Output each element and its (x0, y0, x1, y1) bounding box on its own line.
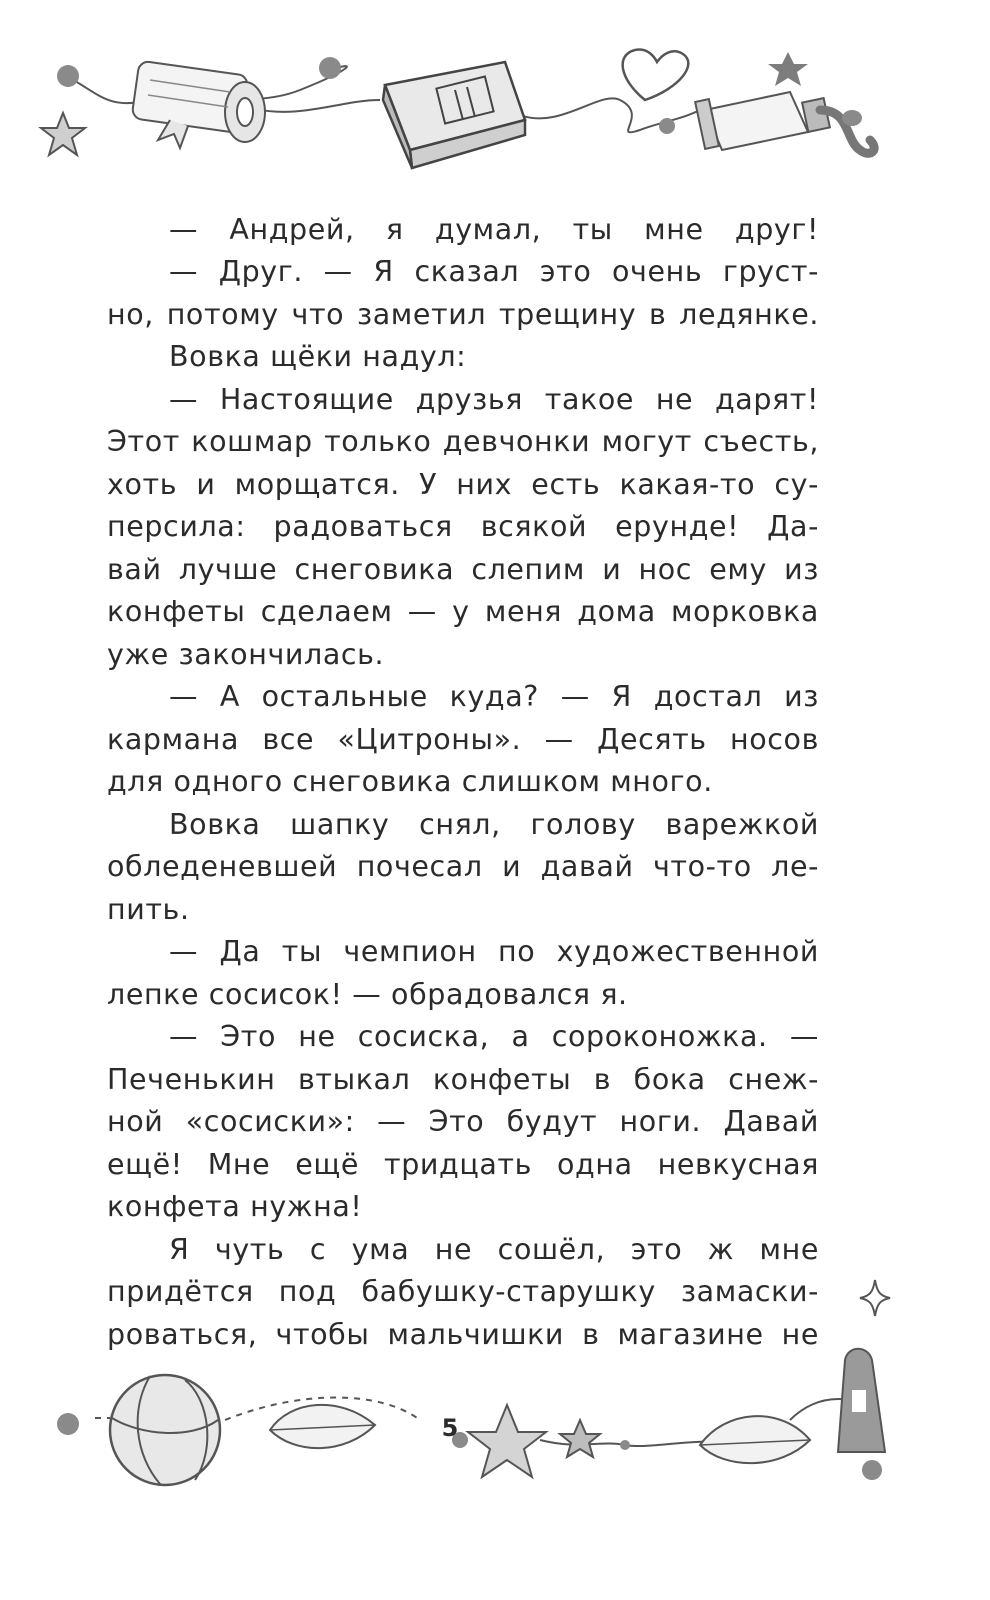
text-line: обледеневшей почесал и давай что-то ле- (107, 850, 819, 883)
text-line: — Это не сосиска, а сороконожка. — (169, 1020, 819, 1053)
text-line: пить. (107, 893, 190, 926)
sparkle-icon (860, 1280, 890, 1316)
bead-icon (57, 1413, 79, 1435)
star-icon (768, 52, 808, 86)
bead-icon (659, 118, 675, 134)
bead-icon (319, 57, 341, 79)
text-line: Вовка шапку снял, голову варежкой (169, 808, 819, 841)
text-line: Я чуть с ума не сошёл, это ж мне (169, 1233, 819, 1266)
text-line: ной «сосиски»: — Это будут ноги. Давай (107, 1105, 819, 1138)
text-line: персила: радоваться всякой ерунде! Да- (107, 510, 819, 543)
bead-icon (620, 1440, 630, 1450)
bead-icon (842, 110, 862, 126)
text-line: лепке сосисок! — обрадовался я. (107, 978, 628, 1011)
bead-icon (862, 1460, 882, 1480)
top-decorative-border (0, 0, 990, 200)
page-number: 5 (441, 1414, 459, 1442)
text-line: уже закончилась. (107, 638, 385, 671)
letter-a-icon (838, 1349, 885, 1452)
text-line: — Друг. — Я сказал это очень груст- (169, 255, 819, 288)
scroll-icon (131, 61, 265, 148)
vine-line (250, 100, 380, 112)
text-line: роваться, чтобы мальчишки в магазине не (107, 1318, 819, 1351)
star-icon (41, 113, 85, 155)
book-icon (383, 62, 525, 168)
text-line: — Андрей, я думал, ты мне друг! (169, 213, 819, 246)
text-line: — А остальные куда? — Я достал из (169, 680, 819, 713)
star-icon (560, 1420, 600, 1457)
text-line: Вовка щёки надул: (169, 340, 467, 373)
text-line: конфета нужна! (107, 1190, 363, 1223)
text-line: Этот кошмар только девчонки могут съесть, (107, 425, 819, 458)
text-line: придётся под бабушку-старушку замаски- (107, 1275, 819, 1308)
leaf-icon (270, 1405, 375, 1448)
text-line: — Настоящие друзья такое не дарят! (169, 383, 819, 416)
text-line: ещё! Мне ещё тридцать одна невкусная (107, 1148, 819, 1181)
text-line: конфеты сделаем — у меня дома морковка (107, 595, 819, 628)
text-line: Печенькин втыкал конфеты в бока снеж- (107, 1063, 819, 1096)
star-icon (468, 1405, 546, 1477)
heart-icon (623, 49, 689, 100)
text-line: кармана все «Цитроны». — Десять носов (107, 723, 819, 756)
bead-icon (57, 65, 79, 87)
text-line: но, потому что заметил трещину в ледянке. (107, 298, 819, 331)
text-line: хоть и морщатся. У них есть какая-то су- (107, 468, 819, 501)
text-line: вай лучше снеговика слепим и нос ему из (107, 553, 819, 586)
bottom-decorative-border (0, 1270, 990, 1600)
leaf-icon (700, 1416, 810, 1463)
ball-icon (110, 1375, 220, 1485)
text-line: — Да ты чемпион по художественной (169, 935, 819, 968)
text-line: для одного снеговика слишком много. (107, 765, 713, 798)
